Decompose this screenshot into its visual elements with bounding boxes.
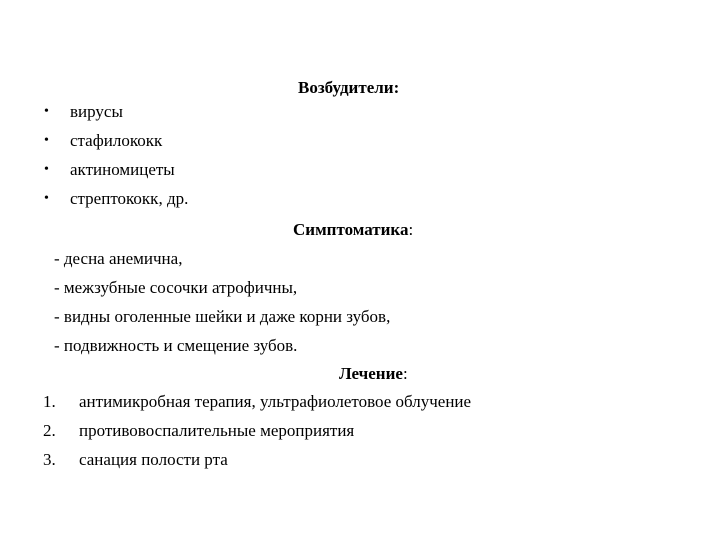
- pathogen-item: стрептококк, др.: [70, 189, 189, 208]
- pathogens-heading-text: Возбудители:: [298, 78, 400, 97]
- symptom-item: - подвижность и смещение зубов.: [54, 336, 298, 355]
- number-marker: 3.: [43, 450, 56, 469]
- symptoms-heading-text: Симптоматика: [293, 220, 409, 239]
- symptoms-heading: [293, 220, 413, 240]
- pathogen-item: стафилококк: [70, 131, 163, 150]
- treatment-item: санация полости рта: [79, 450, 228, 469]
- number-marker: 1.: [43, 392, 56, 411]
- symptom-item: - межзубные сосочки атрофичны,: [54, 278, 298, 297]
- treatment-heading: [339, 364, 408, 384]
- bullet-marker: •: [44, 104, 49, 119]
- treatment-heading-colon: :: [402, 364, 408, 383]
- treatment-item: антимикробная терапия, ультрафиолетовое облучение: [79, 392, 472, 411]
- pathogen-item: актиномицеты: [70, 160, 175, 179]
- treatment-heading-text: Лечение: [339, 364, 403, 383]
- bullet-marker: •: [44, 162, 49, 177]
- pathogens-heading: [298, 78, 399, 98]
- treatment-item: противовоспалительные мероприятия: [79, 421, 355, 440]
- symptom-item: - видны оголенные шейки и даже корни зубов,: [54, 307, 391, 326]
- bullet-marker: •: [44, 133, 49, 148]
- bullet-marker: •: [44, 191, 49, 206]
- pathogen-item: вирусы: [70, 102, 123, 121]
- number-marker: 2.: [43, 421, 56, 440]
- symptoms-heading-colon: :: [408, 220, 414, 239]
- symptom-item: - десна анемична,: [54, 249, 183, 268]
